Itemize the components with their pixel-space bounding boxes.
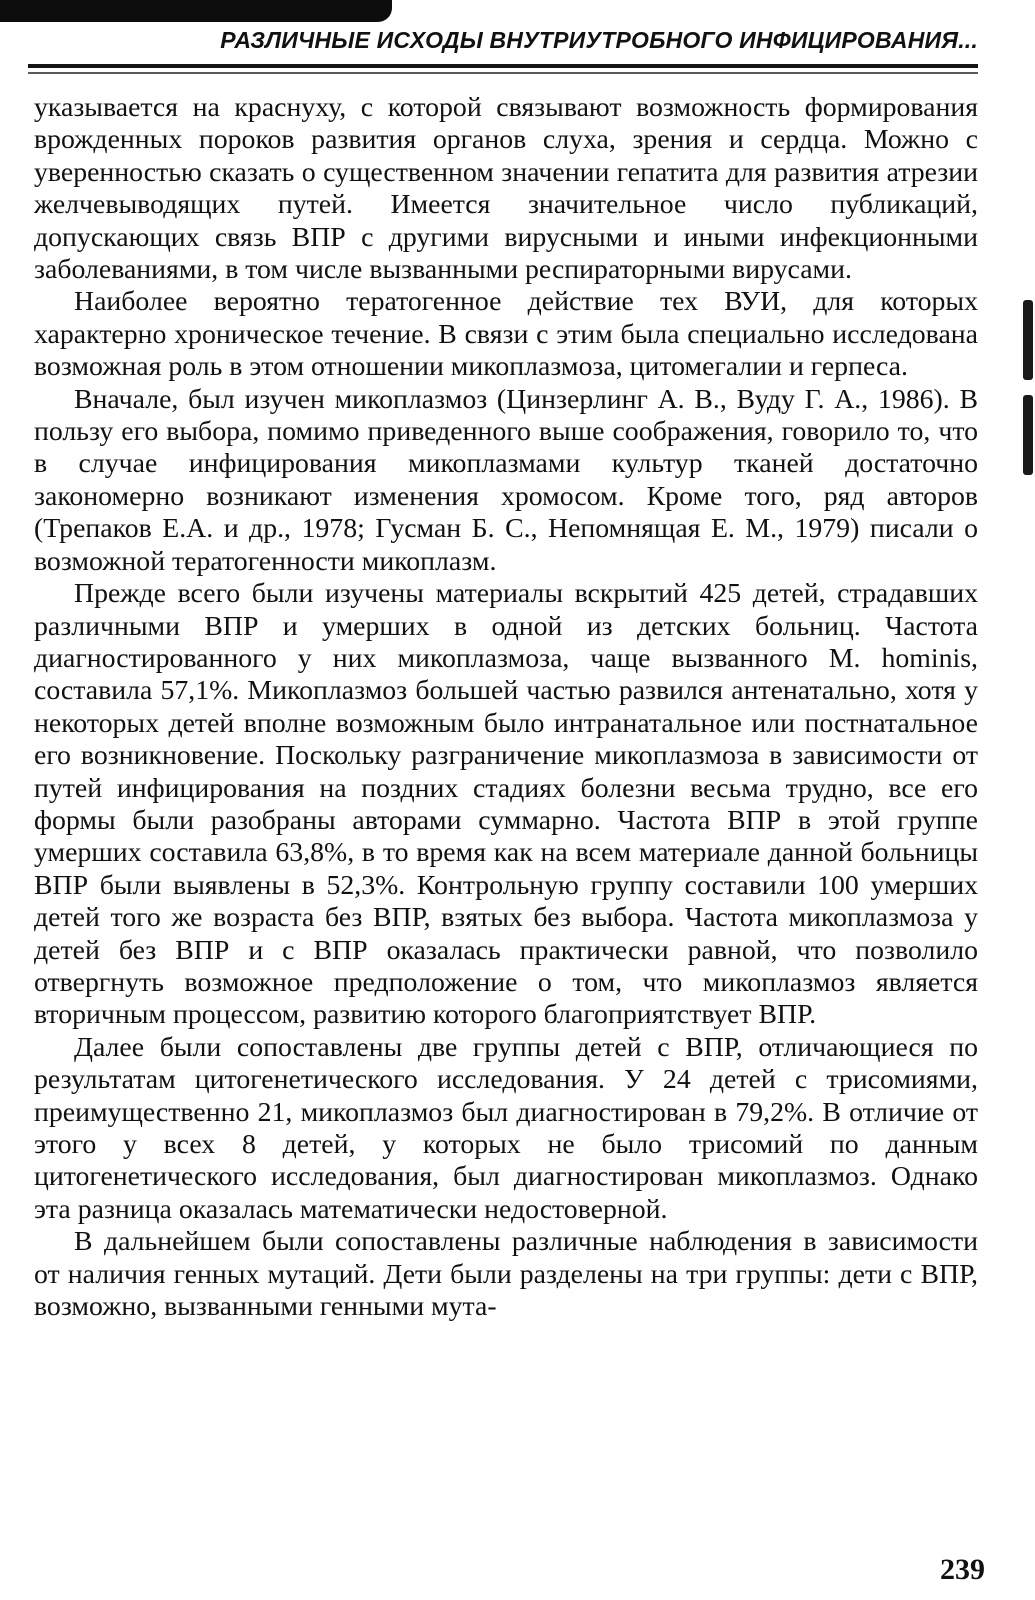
running-title: РАЗЛИЧНЫЕ ИСХОДЫ ВНУТРИУТРОБНОГО ИНФИЦИРОВАНИЯ...	[220, 27, 978, 53]
paragraph: Прежде всего были изучены материалы вскрытий 425 детей, страдавших различными ВПР и умерших в одной из детских больниц. Частота диагностированного у них микоплазмоза, чаще вызванного M. hominis, составила 57,1%. Микоплазмоз большей частью развился антенатально, хотя у некоторых детей вполне возможным было интранатальное или постнатальное его возникновение. Поскольку разграничение микоплазмоза в зависимости от путей инфицирования на поздних стадиях болезни весьма трудно, все его формы были разобраны авторами суммарно. Частота ВПР в этой группе умерших составила 63,8%, в то время как на всем материале данной больницы ВПР были выявлены в 52,3%. Контрольную группу составили 100 умерших детей того же возраста без ВПР, взятых без выбора. Частота микоплазмоза у детей без ВПР и с ВПР оказалась практически равной, что позволило отвергнуть возможное предположение о том, что микоплазмоз является вторичным процессом, развитию которого благоприятствует ВПР.	[34, 578, 978, 1031]
page-edge-mark	[1023, 300, 1033, 380]
page-edge-mark	[1023, 395, 1033, 475]
paragraph: В дальнейшем были сопоставлены различные наблюдения в зависимости от наличия генных мутаций. Дети были разделены на три группы: дети с ВПР, возможно, вызванными генными мута-	[34, 1226, 978, 1323]
paragraph: Далее были сопоставлены две группы детей с ВПР, отличающиеся по результатам цитогенетического исследования. У 24 детей с трисомиями, преимущественно 21, микоплазмоз был диагностирован в 79,2%. В отличие от этого у всех 8 детей, у которых не было трисомий по данным цитогенетического исследования, был диагностирован микоплазмоз. Однако эта разница оказалась математически недостоверной.	[34, 1031, 978, 1225]
paragraph: указывается на краснуху, с которой связывают возможность формирования врожденных пороков развития органов слуха, зрения и сердца. Можно с уверенностью сказать о существенном значении гепатита для развития атрезии желчевыводящих путей. Имеется значительное число публикаций, допускающих связь ВПР с другими вирусными и иными инфекционными заболеваниями, в том числе вызванными респираторными вирусами.	[34, 92, 978, 286]
paragraph: Вначале, был изучен микоплазмоз (Цинзерлинг А. В., Вуду Г. А., 1986). В пользу его выбора, помимо приведенного выше соображения, говорило то, что в случае инфицирования микоплазмами культур тканей достаточно закономерно возникают изменения хромосом. Кроме того, ряд авторов (Трепаков Е.А. и др., 1978; Гусман Б. С., Непомнящая Е. М., 1979) писали о возможной тератогенности микоплазм.	[34, 383, 978, 577]
paragraph: Наиболее вероятно тератогенное действие тех ВУИ, для которых характерно хроническое течение. В связи с этим была специально исследована возможная роль в этом отношении микоплазмоза, цитомегалии и герпеса.	[34, 286, 978, 383]
page-body	[34, 92, 978, 1323]
header-rule	[28, 64, 978, 68]
header-rule-thin	[28, 72, 978, 74]
header-black-tab	[0, 0, 392, 22]
page-number: 239	[940, 1553, 985, 1586]
